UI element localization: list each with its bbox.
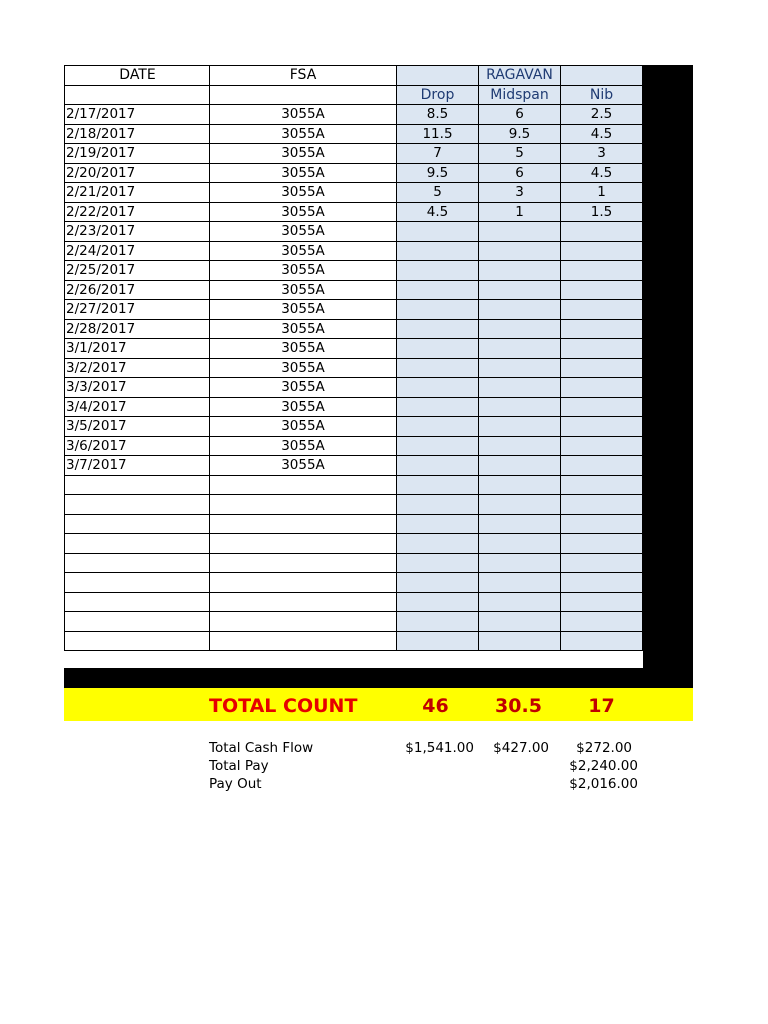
- group-header[interactable]: RAGAVAN: [479, 66, 561, 86]
- table-row: [65, 222, 643, 242]
- date-cell[interactable]: [65, 534, 210, 554]
- date-cell[interactable]: 3/3/2017: [65, 378, 210, 398]
- table-row: [65, 397, 643, 417]
- fsa-cell[interactable]: 3055A: [210, 358, 397, 378]
- nib-cell[interactable]: [561, 612, 643, 632]
- table-row: [65, 495, 643, 515]
- midspan-cell[interactable]: [479, 339, 561, 359]
- midspan-header[interactable]: Midspan: [479, 85, 561, 105]
- fsa-cell[interactable]: 3055A: [210, 163, 397, 183]
- fsa-cell[interactable]: [210, 612, 397, 632]
- fsa-cell[interactable]: [210, 514, 397, 534]
- date-cell[interactable]: 3/1/2017: [65, 339, 210, 359]
- midspan-cell[interactable]: [479, 514, 561, 534]
- date-cell[interactable]: [65, 553, 210, 573]
- drop-cell[interactable]: [397, 300, 479, 320]
- nib-cell[interactable]: [561, 378, 643, 398]
- drop-cell[interactable]: 9.5: [397, 163, 479, 183]
- nib-cell[interactable]: 1: [561, 183, 643, 203]
- drop-cell[interactable]: [397, 261, 479, 281]
- midspan-cell[interactable]: [479, 553, 561, 573]
- table-row: [65, 417, 643, 437]
- midspan-cell[interactable]: [479, 436, 561, 456]
- fsa-cell[interactable]: 3055A: [210, 436, 397, 456]
- nib-cell[interactable]: [561, 573, 643, 593]
- table-row: [65, 280, 643, 300]
- nib-header[interactable]: Nib: [561, 85, 643, 105]
- drop-cell[interactable]: [397, 358, 479, 378]
- table-row: [65, 163, 643, 183]
- date-cell[interactable]: 2/26/2017: [65, 280, 210, 300]
- pay-out-value: $2,016.00: [569, 776, 638, 792]
- date-cell[interactable]: 3/2/2017: [65, 358, 210, 378]
- nib-cell[interactable]: [561, 592, 643, 612]
- total-pay-value: $2,240.00: [569, 758, 638, 774]
- midspan-cell[interactable]: 5: [479, 144, 561, 164]
- fsa-subheader[interactable]: [210, 85, 397, 105]
- midspan-cell[interactable]: [479, 592, 561, 612]
- drop-cell[interactable]: [397, 456, 479, 476]
- table-row: [65, 631, 643, 651]
- fsa-cell[interactable]: 3055A: [210, 105, 397, 125]
- drop-cell[interactable]: 5: [397, 183, 479, 203]
- total-cash-flow-label: Total Cash Flow: [209, 740, 314, 756]
- midspan-cell[interactable]: [479, 612, 561, 632]
- fsa-cell[interactable]: [210, 495, 397, 515]
- table-row: [65, 378, 643, 398]
- table-row: [65, 592, 643, 612]
- fsa-cell[interactable]: [210, 592, 397, 612]
- date-cell[interactable]: 2/25/2017: [65, 261, 210, 281]
- date-cell[interactable]: 2/23/2017: [65, 222, 210, 242]
- fsa-cell[interactable]: 3055A: [210, 261, 397, 281]
- nib-cell[interactable]: [561, 514, 643, 534]
- nib-cell[interactable]: [561, 436, 643, 456]
- table-row: [65, 358, 643, 378]
- nib-cell[interactable]: [561, 495, 643, 515]
- midspan-cell[interactable]: [479, 475, 561, 495]
- cash-flow-nib: $272.00: [576, 740, 632, 756]
- total-drop: 46: [422, 695, 449, 717]
- date-cell[interactable]: 3/6/2017: [65, 436, 210, 456]
- date-cell[interactable]: 3/5/2017: [65, 417, 210, 437]
- total-pay-label: Total Pay: [209, 758, 269, 774]
- drop-cell[interactable]: [397, 573, 479, 593]
- midspan-cell[interactable]: [479, 378, 561, 398]
- table-row: [65, 183, 643, 203]
- drop-cell[interactable]: [397, 339, 479, 359]
- date-cell[interactable]: 2/17/2017: [65, 105, 210, 125]
- table-row: [65, 339, 643, 359]
- drop-cell[interactable]: 11.5: [397, 124, 479, 144]
- table-row: [65, 241, 643, 261]
- nib-cell[interactable]: 1.5: [561, 202, 643, 222]
- total-count-bar: [64, 688, 693, 721]
- total-count-label: TOTAL COUNT: [209, 695, 358, 717]
- date-cell[interactable]: [65, 475, 210, 495]
- date-header[interactable]: DATE: [65, 66, 210, 86]
- date-cell[interactable]: [65, 514, 210, 534]
- date-cell[interactable]: 2/20/2017: [65, 163, 210, 183]
- fsa-cell[interactable]: [210, 475, 397, 495]
- midspan-cell[interactable]: 6: [479, 163, 561, 183]
- table-row: [65, 514, 643, 534]
- nib-cell[interactable]: 4.5: [561, 163, 643, 183]
- table-row: [65, 300, 643, 320]
- cash-flow-drop: $1,541.00: [405, 740, 474, 756]
- nib-cell[interactable]: [561, 534, 643, 554]
- nib-cell[interactable]: 3: [561, 144, 643, 164]
- nib-cell[interactable]: [561, 280, 643, 300]
- midspan-cell[interactable]: [479, 261, 561, 281]
- drop-cell[interactable]: [397, 592, 479, 612]
- fsa-cell[interactable]: 3055A: [210, 202, 397, 222]
- nib-cell[interactable]: [561, 397, 643, 417]
- drop-cell[interactable]: [397, 612, 479, 632]
- drop-cell[interactable]: [397, 241, 479, 261]
- table-row: [65, 144, 643, 164]
- fsa-cell[interactable]: [210, 553, 397, 573]
- nib-cell[interactable]: [561, 553, 643, 573]
- fsa-cell[interactable]: 3055A: [210, 397, 397, 417]
- table-row: [65, 436, 643, 456]
- date-cell[interactable]: 2/21/2017: [65, 183, 210, 203]
- total-midspan: 30.5: [495, 695, 542, 717]
- date-cell[interactable]: [65, 573, 210, 593]
- table-row: [65, 261, 643, 281]
- nib-cell[interactable]: 2.5: [561, 105, 643, 125]
- midspan-cell[interactable]: 6: [479, 105, 561, 125]
- drop-cell[interactable]: [397, 280, 479, 300]
- midspan-cell[interactable]: [479, 631, 561, 651]
- fsa-cell[interactable]: 3055A: [210, 183, 397, 203]
- date-cell[interactable]: [65, 612, 210, 632]
- black-margin-right: [643, 65, 693, 669]
- drop-cell[interactable]: [397, 222, 479, 242]
- nib-cell[interactable]: 4.5: [561, 124, 643, 144]
- midspan-cell[interactable]: [479, 358, 561, 378]
- midspan-cell[interactable]: [479, 300, 561, 320]
- group-blank-cell[interactable]: [561, 66, 643, 86]
- midspan-cell[interactable]: 3: [479, 183, 561, 203]
- table-row: [65, 475, 643, 495]
- drop-header[interactable]: Drop: [397, 85, 479, 105]
- fsa-cell[interactable]: 3055A: [210, 144, 397, 164]
- nib-cell[interactable]: [561, 631, 643, 651]
- drop-cell[interactable]: [397, 495, 479, 515]
- midspan-cell[interactable]: [479, 573, 561, 593]
- date-cell[interactable]: 2/18/2017: [65, 124, 210, 144]
- midspan-cell[interactable]: [479, 222, 561, 242]
- midspan-cell[interactable]: [479, 241, 561, 261]
- total-nib: 17: [588, 695, 615, 717]
- drop-cell[interactable]: [397, 475, 479, 495]
- nib-cell[interactable]: [561, 456, 643, 476]
- midspan-cell[interactable]: [479, 280, 561, 300]
- table-row: [65, 105, 643, 125]
- fsa-cell[interactable]: 3055A: [210, 378, 397, 398]
- midspan-cell[interactable]: [479, 456, 561, 476]
- drop-cell[interactable]: [397, 514, 479, 534]
- group-blank-cell[interactable]: [397, 66, 479, 86]
- date-cell[interactable]: 2/24/2017: [65, 241, 210, 261]
- drop-cell[interactable]: [397, 631, 479, 651]
- data-table: [64, 65, 643, 651]
- date-cell[interactable]: 3/7/2017: [65, 456, 210, 476]
- nib-cell[interactable]: [561, 319, 643, 339]
- table-row: [65, 124, 643, 144]
- fsa-header[interactable]: FSA: [210, 66, 397, 86]
- date-cell[interactable]: 2/28/2017: [65, 319, 210, 339]
- drop-cell[interactable]: 7: [397, 144, 479, 164]
- table-row: [65, 573, 643, 593]
- cash-flow-midspan: $427.00: [493, 740, 549, 756]
- date-subheader[interactable]: [65, 85, 210, 105]
- date-cell[interactable]: [65, 631, 210, 651]
- date-cell[interactable]: 2/27/2017: [65, 300, 210, 320]
- fsa-cell[interactable]: [210, 631, 397, 651]
- table-row: [65, 319, 643, 339]
- midspan-cell[interactable]: [479, 495, 561, 515]
- table-row: [65, 456, 643, 476]
- drop-cell[interactable]: 8.5: [397, 105, 479, 125]
- fsa-cell[interactable]: 3055A: [210, 300, 397, 320]
- fsa-cell[interactable]: 3055A: [210, 319, 397, 339]
- nib-cell[interactable]: [561, 261, 643, 281]
- header-row-2: [65, 85, 643, 105]
- date-cell[interactable]: 2/22/2017: [65, 202, 210, 222]
- drop-cell[interactable]: [397, 553, 479, 573]
- drop-cell[interactable]: [397, 436, 479, 456]
- midspan-cell[interactable]: [479, 417, 561, 437]
- midspan-cell[interactable]: [479, 319, 561, 339]
- fsa-cell[interactable]: 3055A: [210, 222, 397, 242]
- drop-cell[interactable]: [397, 319, 479, 339]
- nib-cell[interactable]: [561, 358, 643, 378]
- nib-cell[interactable]: [561, 222, 643, 242]
- table-row: [65, 202, 643, 222]
- table-row: [65, 612, 643, 632]
- drop-cell[interactable]: [397, 378, 479, 398]
- date-cell[interactable]: [65, 495, 210, 515]
- fsa-cell[interactable]: 3055A: [210, 124, 397, 144]
- nib-cell[interactable]: [561, 300, 643, 320]
- table-row: [65, 534, 643, 554]
- nib-cell[interactable]: [561, 475, 643, 495]
- midspan-cell[interactable]: [479, 397, 561, 417]
- pay-out-label: Pay Out: [209, 776, 262, 792]
- fsa-cell[interactable]: [210, 573, 397, 593]
- fsa-cell[interactable]: 3055A: [210, 456, 397, 476]
- black-margin-bottom: [64, 668, 693, 688]
- date-cell[interactable]: [65, 592, 210, 612]
- drop-cell[interactable]: [397, 397, 479, 417]
- nib-cell[interactable]: [561, 241, 643, 261]
- date-cell[interactable]: 3/4/2017: [65, 397, 210, 417]
- fsa-cell[interactable]: 3055A: [210, 417, 397, 437]
- midspan-cell[interactable]: 1: [479, 202, 561, 222]
- header-row-1: [65, 66, 643, 86]
- midspan-cell[interactable]: [479, 534, 561, 554]
- fsa-cell[interactable]: 3055A: [210, 241, 397, 261]
- nib-cell[interactable]: [561, 339, 643, 359]
- drop-cell[interactable]: 4.5: [397, 202, 479, 222]
- fsa-cell[interactable]: [210, 534, 397, 554]
- fsa-cell[interactable]: 3055A: [210, 280, 397, 300]
- fsa-cell[interactable]: 3055A: [210, 339, 397, 359]
- date-cell[interactable]: 2/19/2017: [65, 144, 210, 164]
- table-row: [65, 553, 643, 573]
- nib-cell[interactable]: [561, 417, 643, 437]
- drop-cell[interactable]: [397, 417, 479, 437]
- drop-cell[interactable]: [397, 534, 479, 554]
- midspan-cell[interactable]: 9.5: [479, 124, 561, 144]
